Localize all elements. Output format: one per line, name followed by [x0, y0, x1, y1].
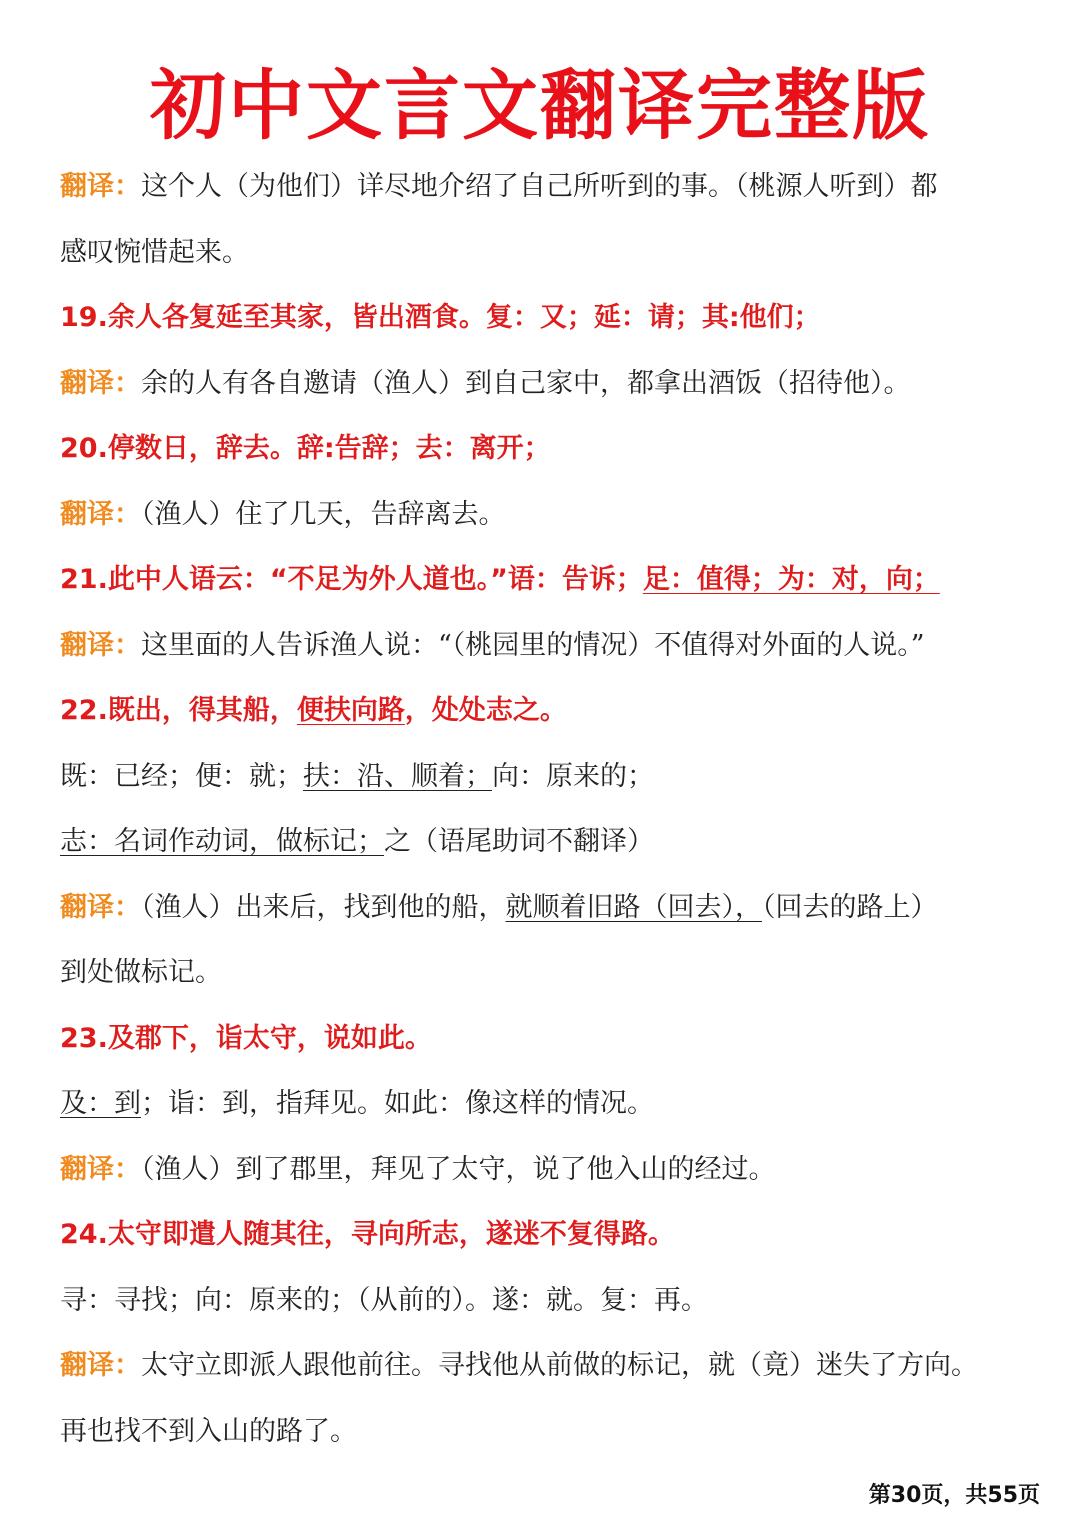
- translation-line: [60, 875, 1030, 941]
- translation-underlined-text: 就顺着旧路（回去），: [505, 891, 762, 923]
- question-text: ，处处志之。: [404, 695, 567, 726]
- note-underlined-text: 及：到: [60, 1088, 141, 1119]
- question-21: [60, 547, 1030, 613]
- page-number: 第30页，共55页: [868, 1483, 1040, 1508]
- translation-line: [60, 613, 1030, 679]
- translation-line: [60, 1333, 1030, 1399]
- page-title: 初中文言文翻译完整版: [150, 61, 930, 150]
- note-line: [60, 744, 1030, 810]
- question-text: 22.既出，得其船，: [60, 695, 297, 726]
- translation-line: [60, 351, 1030, 417]
- question-20: 20.停数日，辞去。辞:告辞；去：离开；: [60, 433, 551, 464]
- note-line: 寻：寻找；向：原来的；（从前的）。遂：就。复：再。: [60, 1284, 708, 1316]
- translation-line: [60, 1137, 1030, 1203]
- translation-text: 太守立即派人跟他前往。寻找他从前做的标记，就（竟）迷失了方向。: [141, 1350, 978, 1381]
- question-24: 24.太守即遣人随其往，寻向所志，遂迷不复得路。: [60, 1219, 675, 1250]
- question-underlined-text: 足：值得；为：对，向；: [642, 564, 940, 595]
- question-22: [60, 678, 1030, 744]
- translation-continuation: 到处做标记。: [60, 957, 222, 988]
- translation-text: 余的人有各自邀请（渔人）到自己家中，都拿出酒饭（招待他）。: [141, 367, 911, 399]
- question-19: 19.余人各复延至其家，皆出酒食。复：又；延：请；其:他们；: [60, 302, 821, 333]
- translation-text: （回去的路上）: [762, 891, 938, 923]
- note-line: [60, 1071, 1030, 1137]
- translation-label: 翻译：: [60, 498, 141, 530]
- note-text: ；诣：到，指拜见。如此：像这样的情况。: [141, 1088, 654, 1119]
- translation-line: [60, 154, 1030, 220]
- translation-text: （渔人）到了郡里，拜见了太守，说了他入山的经过。: [141, 1153, 776, 1185]
- translation-label: 翻译：: [60, 171, 141, 202]
- translation-label: 翻译：: [60, 891, 141, 923]
- note-underlined-text: 志：名词作动词，做标记；: [60, 826, 384, 857]
- question-text: 21.此中人语云：“不足为外人道也。”语：告诉；: [60, 564, 643, 595]
- note-text: 向：原来的；: [492, 760, 654, 792]
- document-body: [60, 154, 1030, 1464]
- translation-label: 翻译：: [60, 1153, 141, 1185]
- translation-text: （渔人）住了几天，告辞离去。: [141, 498, 506, 530]
- note-text: 既：已经；便：就；: [60, 760, 303, 792]
- note-underlined-text: 扶：沿、顺着；: [303, 760, 492, 792]
- note-text: 之（语尾助词不翻译）: [384, 826, 654, 857]
- translation-text: 这个人（为他们）详尽地介绍了自己所听到的事。（桃源人听到）都: [141, 171, 938, 202]
- question-23: 23.及郡下，诣太守，说如此。: [60, 1022, 432, 1054]
- translation-line: [60, 482, 1030, 548]
- translation-label: 翻译：: [60, 629, 141, 661]
- note-line: [60, 809, 1030, 875]
- translation-continuation: 感叹惋惜起来。: [60, 236, 249, 268]
- question-underlined-text: 便扶向路: [296, 695, 405, 726]
- translation-continuation: 再也找不到入山的路了。: [60, 1415, 357, 1447]
- translation-label: 翻译：: [60, 367, 141, 399]
- translation-text: 这里面的人告诉渔人说：“（桃园里的情况）不值得对外面的人说。”: [141, 629, 925, 661]
- translation-text: （渔人）出来后，找到他的船，: [141, 891, 506, 923]
- translation-label: 翻译：: [60, 1350, 141, 1381]
